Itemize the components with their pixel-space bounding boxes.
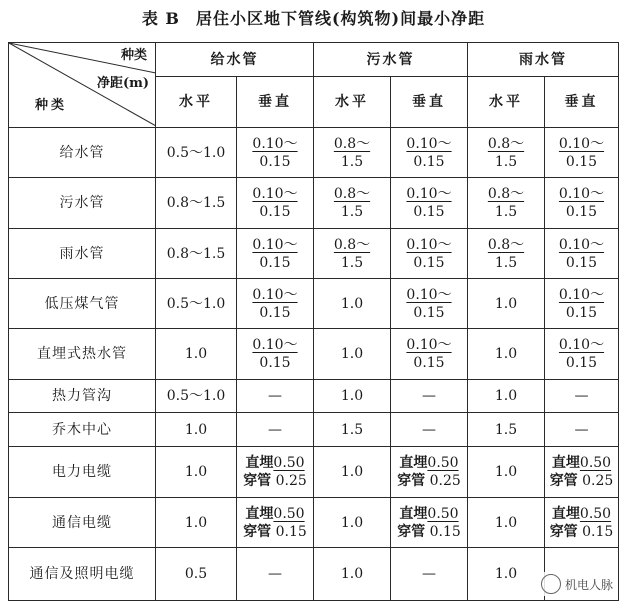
table-row <box>9 498 619 548</box>
diagonal-label-category-left: 种类 <box>35 98 68 113</box>
cable-in-conduit <box>243 525 307 539</box>
range-to: 0.15 <box>259 355 291 371</box>
cell-value: 1.0 <box>340 464 364 480</box>
range-to: 0.15 <box>413 153 445 170</box>
cable-method-label: 直埋 <box>245 455 274 471</box>
cell-value: — <box>422 388 436 404</box>
row-label: 低压煤气管 <box>9 279 156 329</box>
table-cell <box>314 413 391 447</box>
range-to: 0.15 <box>413 355 445 371</box>
range-from: 0.10～ <box>558 337 605 353</box>
cable-in-conduit <box>397 525 461 539</box>
row-label: 通信及照明电缆 <box>9 548 156 601</box>
table-number: 表 B <box>141 9 180 28</box>
table-cell <box>237 329 314 380</box>
table-cell <box>314 128 391 178</box>
range-from: 0.10～ <box>252 337 298 353</box>
table-cell <box>237 498 314 548</box>
row-label: 电力电缆 <box>9 447 156 498</box>
table-cell <box>391 279 468 329</box>
cable-direct-burial <box>245 507 304 521</box>
table-cell <box>391 178 468 229</box>
table-cell <box>468 548 545 601</box>
range-value <box>237 335 313 373</box>
range-from: 0.10～ <box>252 286 298 303</box>
table-cell <box>391 128 468 178</box>
table-cell <box>314 380 391 413</box>
range-value <box>545 335 618 373</box>
cable-clearance: 0.50 <box>427 455 459 471</box>
table-row <box>9 548 619 601</box>
range-to: 1.5 <box>494 254 518 271</box>
table-caption: 居住小区地下管线(构筑物)间最小净距 <box>195 9 486 28</box>
cable-in-conduit <box>550 474 614 488</box>
cable-in-conduit <box>397 474 461 488</box>
cell-value: 1.5 <box>340 421 364 438</box>
range-from: 0.10～ <box>406 186 452 202</box>
cell-value: 1.0 <box>184 421 208 438</box>
range-to: 0.15 <box>259 204 291 220</box>
range-to: 0.15 <box>259 153 291 170</box>
cell-value: 1.0 <box>184 464 208 480</box>
table-cell <box>468 498 545 548</box>
cable-direct-burial <box>399 456 458 470</box>
table-cell <box>468 413 545 447</box>
table-cell <box>237 279 314 329</box>
range-to: 0.15 <box>259 254 291 271</box>
cable-in-conduit <box>243 474 307 488</box>
cell-value: 1.0 <box>494 388 518 404</box>
range-from: 0.10～ <box>558 135 605 152</box>
cell-value: 1.0 <box>340 295 364 312</box>
table-cell <box>468 329 545 380</box>
table-cell <box>391 447 468 498</box>
table-cell <box>156 447 237 498</box>
range-from: 0.8～ <box>333 186 371 202</box>
cell-value: 0.8～1.5 <box>166 195 226 211</box>
table-cell <box>391 548 468 601</box>
table-cell <box>391 380 468 413</box>
cell-value: — <box>268 566 282 582</box>
range-from: 0.10～ <box>406 236 452 253</box>
cable-method-label: 直埋 <box>551 505 580 522</box>
cell-value: 1.0 <box>494 514 518 531</box>
subheader-vertical: 垂直 <box>237 77 314 128</box>
range-to: 1.5 <box>494 153 518 170</box>
table-row <box>9 447 619 498</box>
cable-value <box>391 504 467 542</box>
table-cell <box>545 329 619 380</box>
cable-clearance: 0.25 <box>582 473 614 489</box>
subheader-horizontal: 水平 <box>156 77 237 128</box>
cable-value <box>237 504 313 542</box>
range-value <box>545 235 618 273</box>
range-value <box>468 134 544 172</box>
range-to: 0.15 <box>565 204 598 220</box>
cable-clearance: 0.50 <box>427 505 459 522</box>
cell-value: 1.0 <box>184 346 208 362</box>
range-from: 0.10～ <box>252 236 298 253</box>
cell-value: 1.0 <box>340 566 364 582</box>
table-cell <box>545 447 619 498</box>
cell-value: 0.5 <box>184 566 208 582</box>
range-value <box>237 184 313 222</box>
cell-value: 1.0 <box>184 514 208 531</box>
range-value <box>314 235 390 273</box>
table-cell <box>314 229 391 279</box>
cell-value: 1.0 <box>494 464 518 480</box>
range-value <box>237 134 313 172</box>
cell-value: 0.5～1.0 <box>166 144 226 161</box>
table-cell <box>468 279 545 329</box>
subheader-vertical: 垂直 <box>545 77 619 128</box>
table-row <box>9 229 619 279</box>
range-value <box>391 285 467 323</box>
range-to: 1.5 <box>340 254 364 271</box>
cell-value: — <box>268 421 282 438</box>
table-cell <box>545 380 619 413</box>
range-to: 0.15 <box>565 355 598 371</box>
range-value <box>391 335 467 373</box>
table-cell <box>156 413 237 447</box>
cable-clearance: 0.50 <box>579 455 612 471</box>
row-label: 污水管 <box>9 178 156 229</box>
range-from: 0.10～ <box>558 286 605 303</box>
cable-method-label: 直埋 <box>399 455 428 471</box>
cable-direct-burial <box>552 456 611 470</box>
range-to: 0.15 <box>413 204 445 220</box>
range-value <box>314 134 390 172</box>
cable-direct-burial <box>552 507 611 521</box>
cell-value: — <box>422 566 436 582</box>
table-title <box>0 6 627 29</box>
group-header-water-supply: 给水管 <box>156 43 314 77</box>
cell-value: 1.0 <box>340 346 364 362</box>
table-row <box>9 178 619 229</box>
table-cell <box>237 128 314 178</box>
table-cell <box>156 178 237 229</box>
range-value <box>468 184 544 222</box>
cell-value: 0.5～1.0 <box>166 388 226 404</box>
cell-value: 1.0 <box>340 514 364 531</box>
cell-value: 0.5～1.0 <box>166 295 226 312</box>
cable-clearance: 0.15 <box>429 523 461 540</box>
range-to: 1.5 <box>494 204 518 220</box>
cell-value: 1.0 <box>494 566 518 582</box>
clearance-table <box>8 42 619 601</box>
cable-method-label: 穿管 <box>397 523 426 540</box>
table-cell <box>156 548 237 601</box>
watermark <box>537 572 617 596</box>
range-value <box>391 184 467 222</box>
table-cell <box>391 413 468 447</box>
subheader-vertical: 垂直 <box>391 77 468 128</box>
table-cell <box>545 498 619 548</box>
table-row <box>9 329 619 380</box>
cable-method-label: 穿管 <box>243 523 272 540</box>
table-cell <box>237 380 314 413</box>
table-cell <box>237 447 314 498</box>
cable-method-label: 穿管 <box>397 473 426 489</box>
table-cell <box>237 178 314 229</box>
table-cell <box>156 380 237 413</box>
table-cell <box>156 329 237 380</box>
wechat-logo-icon <box>541 574 561 594</box>
table-cell <box>237 548 314 601</box>
range-to: 1.5 <box>340 153 364 170</box>
watermark-text: 机电人脉 <box>564 577 613 592</box>
range-to: 0.15 <box>413 254 445 271</box>
table-cell <box>237 413 314 447</box>
group-header-sewage: 污水管 <box>314 43 468 77</box>
range-from: 0.8～ <box>487 236 525 253</box>
row-label: 雨水管 <box>9 229 156 279</box>
table-cell <box>156 279 237 329</box>
table-body <box>9 128 619 601</box>
table-cell <box>391 329 468 380</box>
table-cell <box>391 229 468 279</box>
table-row <box>9 413 619 447</box>
cell-value: 1.0 <box>494 295 518 312</box>
row-label: 热力管沟 <box>9 380 156 413</box>
cable-clearance: 0.15 <box>582 523 614 540</box>
range-value <box>468 235 544 273</box>
range-from: 0.10～ <box>406 135 452 152</box>
cell-value: — <box>574 388 589 404</box>
cable-in-conduit <box>550 525 614 539</box>
table-cell <box>314 329 391 380</box>
cable-value <box>545 453 618 491</box>
row-label: 给水管 <box>9 128 156 178</box>
table-row <box>9 380 619 413</box>
cell-value: — <box>268 388 282 404</box>
table-cell <box>468 380 545 413</box>
cable-clearance: 0.25 <box>275 473 307 489</box>
range-from: 0.10～ <box>406 286 452 303</box>
cell-value: — <box>422 421 436 438</box>
range-value <box>545 184 618 222</box>
table-cell <box>391 498 468 548</box>
range-from: 0.8～ <box>333 236 371 253</box>
cable-method-label: 直埋 <box>551 455 580 471</box>
table-cell <box>545 279 619 329</box>
cable-value <box>391 453 467 491</box>
cable-method-label: 直埋 <box>399 505 428 522</box>
range-value <box>391 134 467 172</box>
row-label: 直埋式热水管 <box>9 329 156 380</box>
table-row <box>9 128 619 178</box>
table-cell <box>468 178 545 229</box>
range-value <box>545 134 618 172</box>
cell-value: 1.0 <box>340 388 364 404</box>
range-from: 0.8～ <box>487 186 525 202</box>
table-cell <box>156 128 237 178</box>
cell-value: 1.5 <box>494 421 518 438</box>
range-to: 0.15 <box>565 153 598 170</box>
table-cell <box>314 548 391 601</box>
cable-clearance: 0.25 <box>429 473 461 489</box>
table-cell <box>156 498 237 548</box>
table-cell <box>468 447 545 498</box>
diagonal-label-category-top: 种类 <box>120 48 147 63</box>
table-cell <box>545 229 619 279</box>
cable-clearance: 0.50 <box>579 505 612 522</box>
range-to: 0.15 <box>259 304 291 321</box>
range-value <box>314 184 390 222</box>
table-row <box>9 279 619 329</box>
range-value <box>237 285 313 323</box>
range-to: 0.15 <box>413 304 445 321</box>
cable-method-label: 直埋 <box>245 505 274 522</box>
table-cell <box>545 128 619 178</box>
table-cell <box>237 229 314 279</box>
range-to: 0.15 <box>565 254 598 271</box>
cell-value: 1.0 <box>494 346 518 362</box>
range-value <box>545 285 618 323</box>
subheader-horizontal: 水平 <box>468 77 545 128</box>
range-from: 0.8～ <box>333 135 371 152</box>
table-cell <box>314 178 391 229</box>
group-header-rainwater: 雨水管 <box>468 43 619 77</box>
range-from: 0.10～ <box>252 186 298 202</box>
table-cell <box>156 229 237 279</box>
cell-value: — <box>574 421 589 438</box>
row-label: 通信电缆 <box>9 498 156 548</box>
cable-clearance: 0.50 <box>273 455 305 471</box>
cable-method-label: 穿管 <box>549 523 578 540</box>
table-cell <box>468 128 545 178</box>
range-from: 0.10～ <box>558 186 605 202</box>
range-from: 0.10～ <box>558 236 605 253</box>
table-cell <box>314 447 391 498</box>
cable-direct-burial <box>245 456 304 470</box>
cable-value <box>237 453 313 491</box>
table-cell <box>545 178 619 229</box>
diagonal-label-clearance: 净距(m) <box>96 76 149 91</box>
cable-value <box>545 504 618 542</box>
range-from: 0.10～ <box>252 135 298 152</box>
range-from: 0.8～ <box>487 135 525 152</box>
cable-clearance: 0.50 <box>273 505 305 522</box>
range-to: 0.15 <box>565 304 598 321</box>
subheader-horizontal: 水平 <box>314 77 391 128</box>
table-cell <box>314 498 391 548</box>
row-label: 乔木中心 <box>9 413 156 447</box>
cable-method-label: 穿管 <box>549 473 578 489</box>
cable-method-label: 穿管 <box>243 473 272 489</box>
range-from: 0.10～ <box>406 337 452 353</box>
table-cell <box>545 413 619 447</box>
diagonal-header-cell <box>9 43 156 128</box>
range-to: 1.5 <box>340 204 364 220</box>
cable-clearance: 0.15 <box>275 523 307 540</box>
table-cell <box>314 279 391 329</box>
range-value <box>237 235 313 273</box>
table-cell <box>468 229 545 279</box>
cable-direct-burial <box>399 507 458 521</box>
range-value <box>391 235 467 273</box>
cell-value: 0.8～1.5 <box>166 245 226 262</box>
